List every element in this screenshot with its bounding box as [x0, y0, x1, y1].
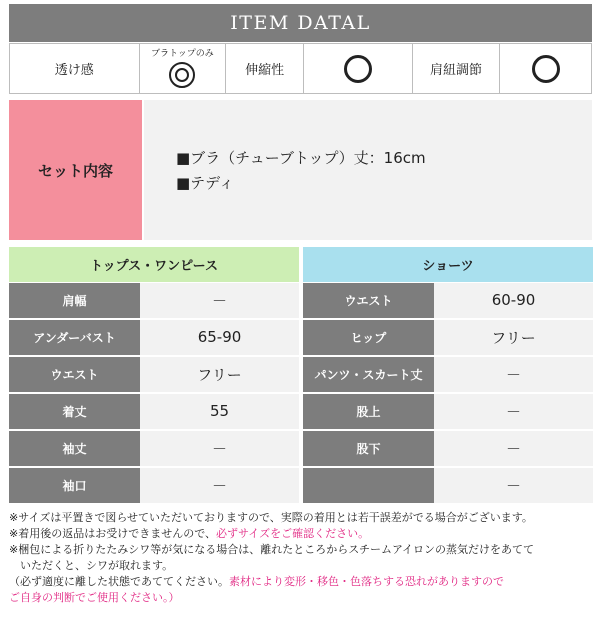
row-label: ウエスト: [303, 283, 434, 320]
shorts-caption: ショーツ: [303, 247, 593, 282]
note-warning: 素材により変形・移色・色落ちする恐れがありますので: [229, 575, 504, 588]
set-contents: [9, 100, 592, 240]
row-label: 肩幅: [9, 283, 140, 320]
note-text: （必ず適度に離した状態であててください。: [9, 575, 229, 588]
note-warning: 必ずサイズをご確認ください。: [216, 527, 370, 540]
row-value: －: [434, 357, 593, 394]
strap-rating-cell: [500, 44, 591, 93]
circle-icon: [532, 55, 560, 83]
strap-label: 肩紐調節: [429, 63, 482, 78]
row-value: －: [140, 468, 299, 505]
row-label: 袖丈: [9, 431, 140, 468]
row-value: －: [140, 283, 299, 320]
stretch-rating-cell: [304, 44, 413, 93]
shorts-size-table: [303, 247, 593, 504]
row-value: フリー: [434, 320, 593, 357]
table-row: [9, 357, 299, 394]
double-circle-icon: [169, 62, 195, 88]
item-detail-header: [9, 4, 592, 42]
row-value: －: [434, 431, 593, 468]
row-label: 股下: [303, 431, 434, 468]
row-label: 着丈: [9, 394, 140, 431]
row-value: －: [140, 431, 299, 468]
row-value: 65-90: [140, 320, 299, 357]
table-row: [303, 357, 593, 394]
circle-icon: [344, 55, 372, 83]
note-line: ※サイズは平置きで図らせていただいておりますので、実際の着用とは若干誤差がでる場合がございます。: [9, 511, 533, 524]
table-row: [303, 431, 593, 468]
sheer-label: 透け感: [54, 63, 94, 78]
row-value: フリー: [140, 357, 299, 394]
row-label: パンツ・スカート丈: [303, 357, 434, 394]
tops-caption: トップス・ワンピース: [9, 247, 299, 282]
row-label: アンダーバスト: [9, 320, 140, 357]
table-row: [9, 283, 299, 320]
stretch-label: 伸縮性: [245, 63, 285, 78]
item-detail-title: ITEM DATAL: [230, 12, 371, 34]
row-value: 60-90: [434, 283, 593, 320]
sheer-rating-cell: [140, 44, 227, 93]
table-row: [303, 283, 593, 320]
feature-row: [9, 43, 592, 94]
note-line: [9, 526, 594, 542]
row-value: 55: [140, 394, 299, 431]
table-row: [303, 320, 593, 357]
note-warning: ご自身の判断でご使用ください。）: [9, 591, 180, 604]
table-row: [9, 320, 299, 357]
row-label: 袖口: [9, 468, 140, 505]
row-label: ウエスト: [9, 357, 140, 394]
table-row: [9, 468, 299, 505]
table-row: [303, 394, 593, 431]
table-row: [9, 431, 299, 468]
table-row: [303, 468, 593, 505]
row-value: －: [434, 394, 593, 431]
strap-label-cell: [413, 44, 501, 93]
row-label: [303, 468, 434, 505]
row-value: －: [434, 468, 593, 505]
stretch-label-cell: [226, 44, 304, 93]
set-item: ■ブラ（チューブトップ）丈：16cm: [176, 149, 426, 167]
set-contents-body: [144, 100, 592, 240]
sheer-note: ブラトップのみ: [151, 49, 214, 59]
note-text: ※着用後の返品はお受けできませんので、: [9, 527, 216, 540]
set-item: ■テディ: [176, 174, 234, 192]
table-row: [9, 394, 299, 431]
tops-size-table: [9, 247, 299, 504]
sheer-label-cell: [10, 44, 140, 93]
set-contents-heading: セット内容: [9, 100, 142, 240]
row-label: ヒップ: [303, 320, 434, 357]
note-line: [9, 574, 594, 590]
note-line: ※梱包による折りたたみシワ等が気になる場合は、離れたところからスチームアイロンの蒸気だけをあてて: [9, 543, 535, 556]
row-label: 股上: [303, 394, 434, 431]
size-notes: [9, 510, 594, 606]
note-line: いただくと、シワが取れます。: [9, 559, 174, 572]
